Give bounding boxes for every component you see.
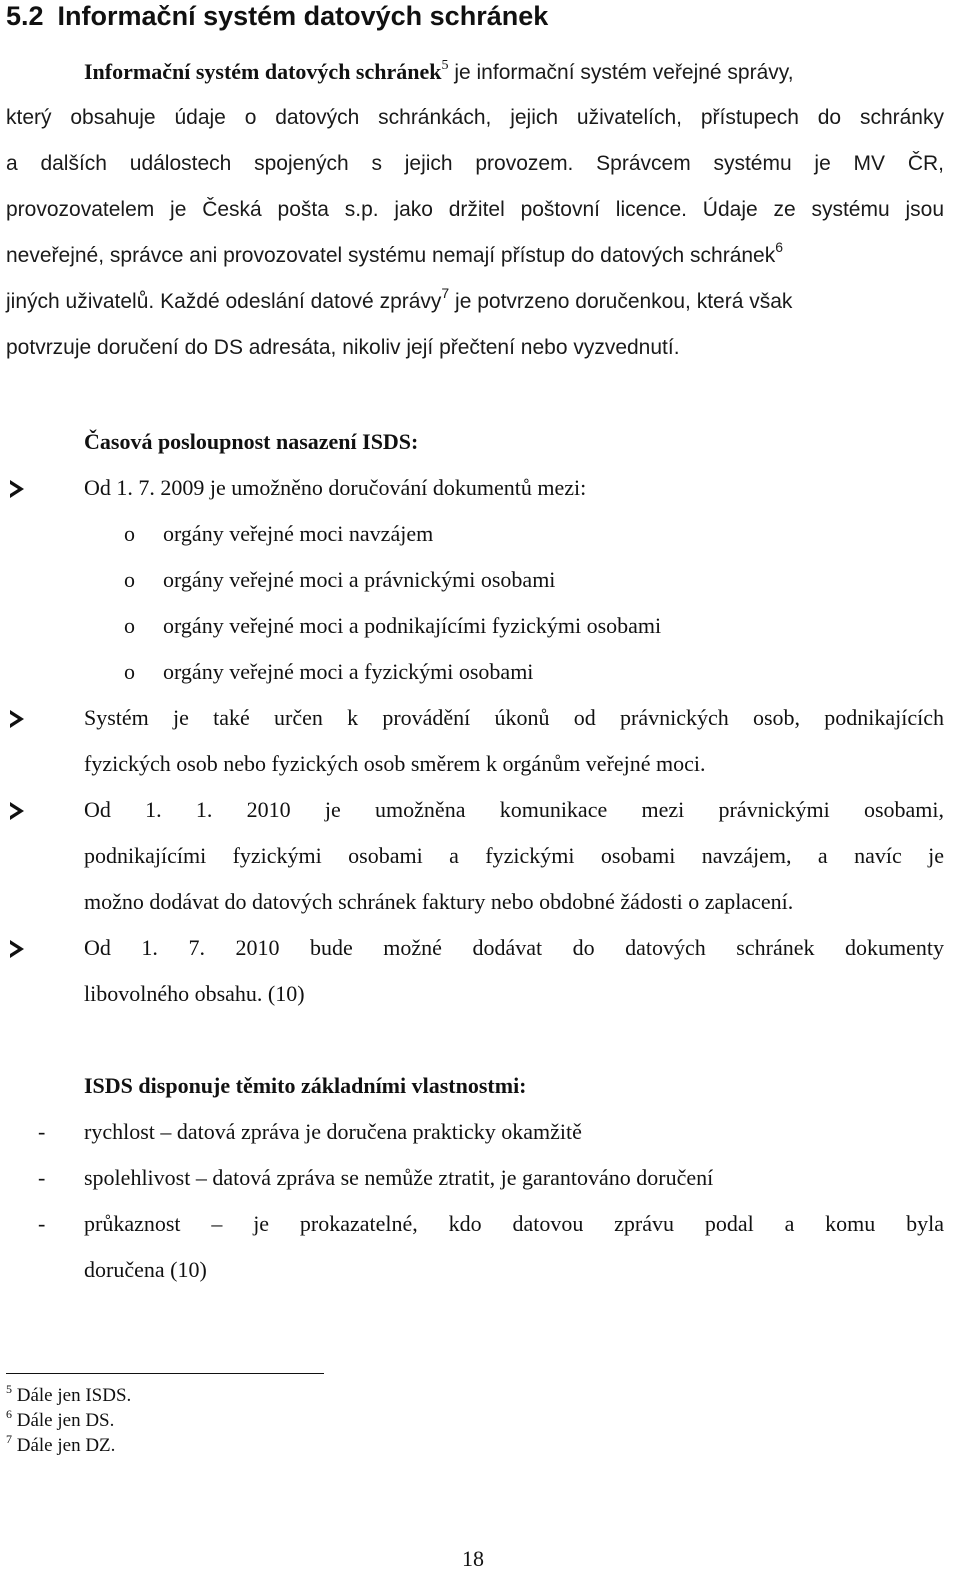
sub-bullet-marker: o bbox=[124, 659, 135, 684]
timeline-item-4-line-1: Od 1. 7. 2010 bude možné dodávat do datových schránek dokumenty bbox=[84, 935, 944, 960]
dash-marker: - bbox=[38, 1211, 46, 1236]
property-3-line-2: doručena (10) bbox=[84, 1257, 207, 1282]
arrow-bullet-icon bbox=[10, 802, 24, 820]
footnote-7: $^7$ Dále jen DZ. bbox=[6, 1431, 116, 1456]
section-heading bbox=[6, 0, 548, 32]
dash-marker: - bbox=[38, 1119, 46, 1144]
intro-line-2: který obsahuje údaje o datových schránkách, jejich uživatelích, přístupech do schránky bbox=[6, 106, 944, 129]
page-number: 18 bbox=[462, 1546, 484, 1571]
timeline-item-3-line-3: možno dodávat do datových schránek faktury nebo obdobné žádosti o zaplacení. bbox=[84, 889, 794, 914]
sub-bullet-marker: o bbox=[124, 567, 135, 592]
sub-item: orgány veřejné moci navzájem bbox=[163, 521, 434, 546]
property-2: spolehlivost – datová zpráva se nemůže ztratit, je garantováno doručení bbox=[84, 1165, 714, 1190]
arrow-bullet-icon bbox=[10, 480, 24, 498]
sub-item: orgány veřejné moci a fyzickými osobami bbox=[163, 659, 534, 684]
sub-bullet-marker: o bbox=[124, 613, 135, 638]
sub-bullet-marker: o bbox=[124, 521, 135, 546]
intro-line-6: jiných uživatelů. Každé odeslání datové zprávy$^7$ je potvrzeno doručenkou, která však bbox=[6, 285, 793, 313]
footnote-6: $^6$ Dále jen DS. bbox=[6, 1406, 115, 1431]
properties-heading: ISDS disponuje těmito základními vlastnostmi: bbox=[84, 1073, 527, 1098]
sub-item: orgány veřejné moci a právnickými osobami bbox=[163, 567, 556, 592]
intro-line-4: provozovatelem je Česká pošta s.p. jako držitel poštovní licence. Údaje ze systému jsou bbox=[6, 198, 944, 221]
dash-marker: - bbox=[38, 1165, 46, 1190]
arrow-bullet-icon bbox=[10, 940, 24, 958]
arrow-bullet-icon bbox=[10, 710, 24, 728]
property-1: rychlost – datová zpráva je doručena prakticky okamžitě bbox=[84, 1119, 582, 1144]
intro-line-5: neveřejné, správce ani provozovatel systému nemají přístup do datových schránek$^6$ bbox=[6, 239, 784, 267]
footnote-ref-7: 7 bbox=[441, 285, 450, 301]
timeline-item-3-line-1: Od 1. 1. 2010 je umožněna komunikace mezi právnickými osobami, bbox=[84, 797, 944, 822]
timeline-item-2-line-1: Systém je také určen k provádění úkonů od právnických osob, podnikajících bbox=[84, 705, 944, 730]
sub-item: orgány veřejné moci a podnikajícími fyzickými osobami bbox=[163, 613, 662, 638]
property-3-line-1: průkaznost – je prokazatelné, kdo datovou zprávu podal a komu byla bbox=[84, 1211, 944, 1236]
timeline-item-3-line-2: podnikajícími fyzickými osobami a fyzickými osobami navzájem, a navíc je bbox=[84, 843, 944, 868]
timeline-item-1: Od 1. 7. 2009 je umožněno doručování dokumentů mezi: bbox=[84, 475, 587, 500]
footnote-ref-5: 5 bbox=[441, 57, 449, 73]
timeline-item-2-line-2: fyzických osob nebo fyzických osob směrem k orgánům veřejné moci. bbox=[84, 751, 706, 776]
footnote-separator bbox=[6, 1373, 324, 1374]
timeline-item-4-line-2: libovolného obsahu. (10) bbox=[84, 981, 305, 1006]
section-title: Informační systém datových schránek bbox=[57, 1, 549, 31]
intro-line-3: a dalších událostech spojených s jejich provozem. Správcem systému je MV ČR, bbox=[6, 152, 944, 175]
section-number: 5.2 bbox=[6, 1, 44, 31]
footnote-5: $^5$ Dále jen ISDS. bbox=[6, 1381, 132, 1406]
timeline-heading: Časová posloupnost nasazení ISDS: bbox=[84, 429, 419, 454]
footnote-ref-6: 6 bbox=[775, 239, 784, 255]
intro-term: Informační systém datových schránek bbox=[84, 59, 442, 84]
intro-line-1: Informační systém datových schránek$^5$ je informační systém veřejné správy, bbox=[84, 57, 794, 84]
intro-line-7: potvrzuje doručení do DS adresáta, nikoliv její přečtení nebo vyzvednutí. bbox=[6, 336, 680, 359]
